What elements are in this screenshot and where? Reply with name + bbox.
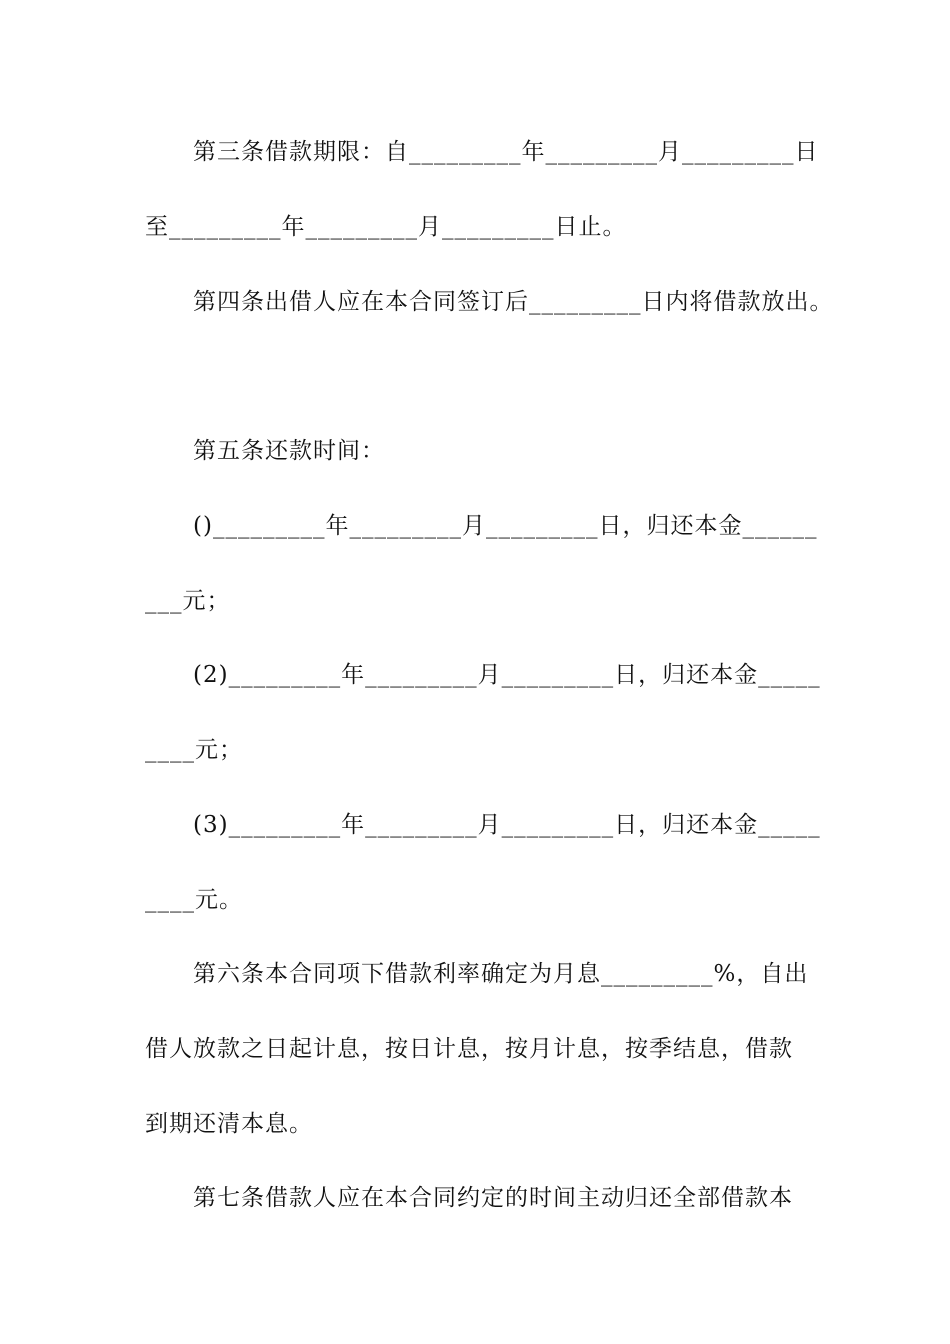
article-6-line-3: 到期还清本息。 (145, 1111, 313, 1137)
repayment-item-3-line-1: (3)_________年_________月_________日，归还本金_____ (193, 812, 821, 838)
article-5-heading: 第五条还款时间： (193, 438, 385, 464)
repayment-item-2-line-2: ____元； (145, 737, 243, 763)
article-6-line-2: 借人放款之日起计息，按日计息，按月计息，按季结息，借款 (145, 1036, 793, 1062)
article-3-term-line-2: 至_________年_________月_________日止。 (145, 214, 627, 240)
repayment-item-1-line-2: ___元； (145, 588, 231, 614)
repayment-item-3-line-2: ____元。 (145, 887, 243, 913)
article-7-line-1: 第七条借款人应在本合同约定的时间主动归还全部借款本 (193, 1185, 793, 1211)
article-4-disbursement-line: 第四条出借人应在本合同签订后_________日内将借款放出。 (193, 289, 834, 315)
article-3-term-line-1: 第三条借款期限：自_________年_________月_________日 (193, 139, 819, 165)
repayment-item-1-line-1: ()_________年_________月_________日，归还本金______ (193, 513, 818, 539)
article-6-line-1: 第六条本合同项下借款利率确定为月息_________%，自出 (193, 961, 809, 987)
repayment-item-2-line-1: (2)_________年_________月_________日，归还本金_____ (193, 662, 821, 688)
